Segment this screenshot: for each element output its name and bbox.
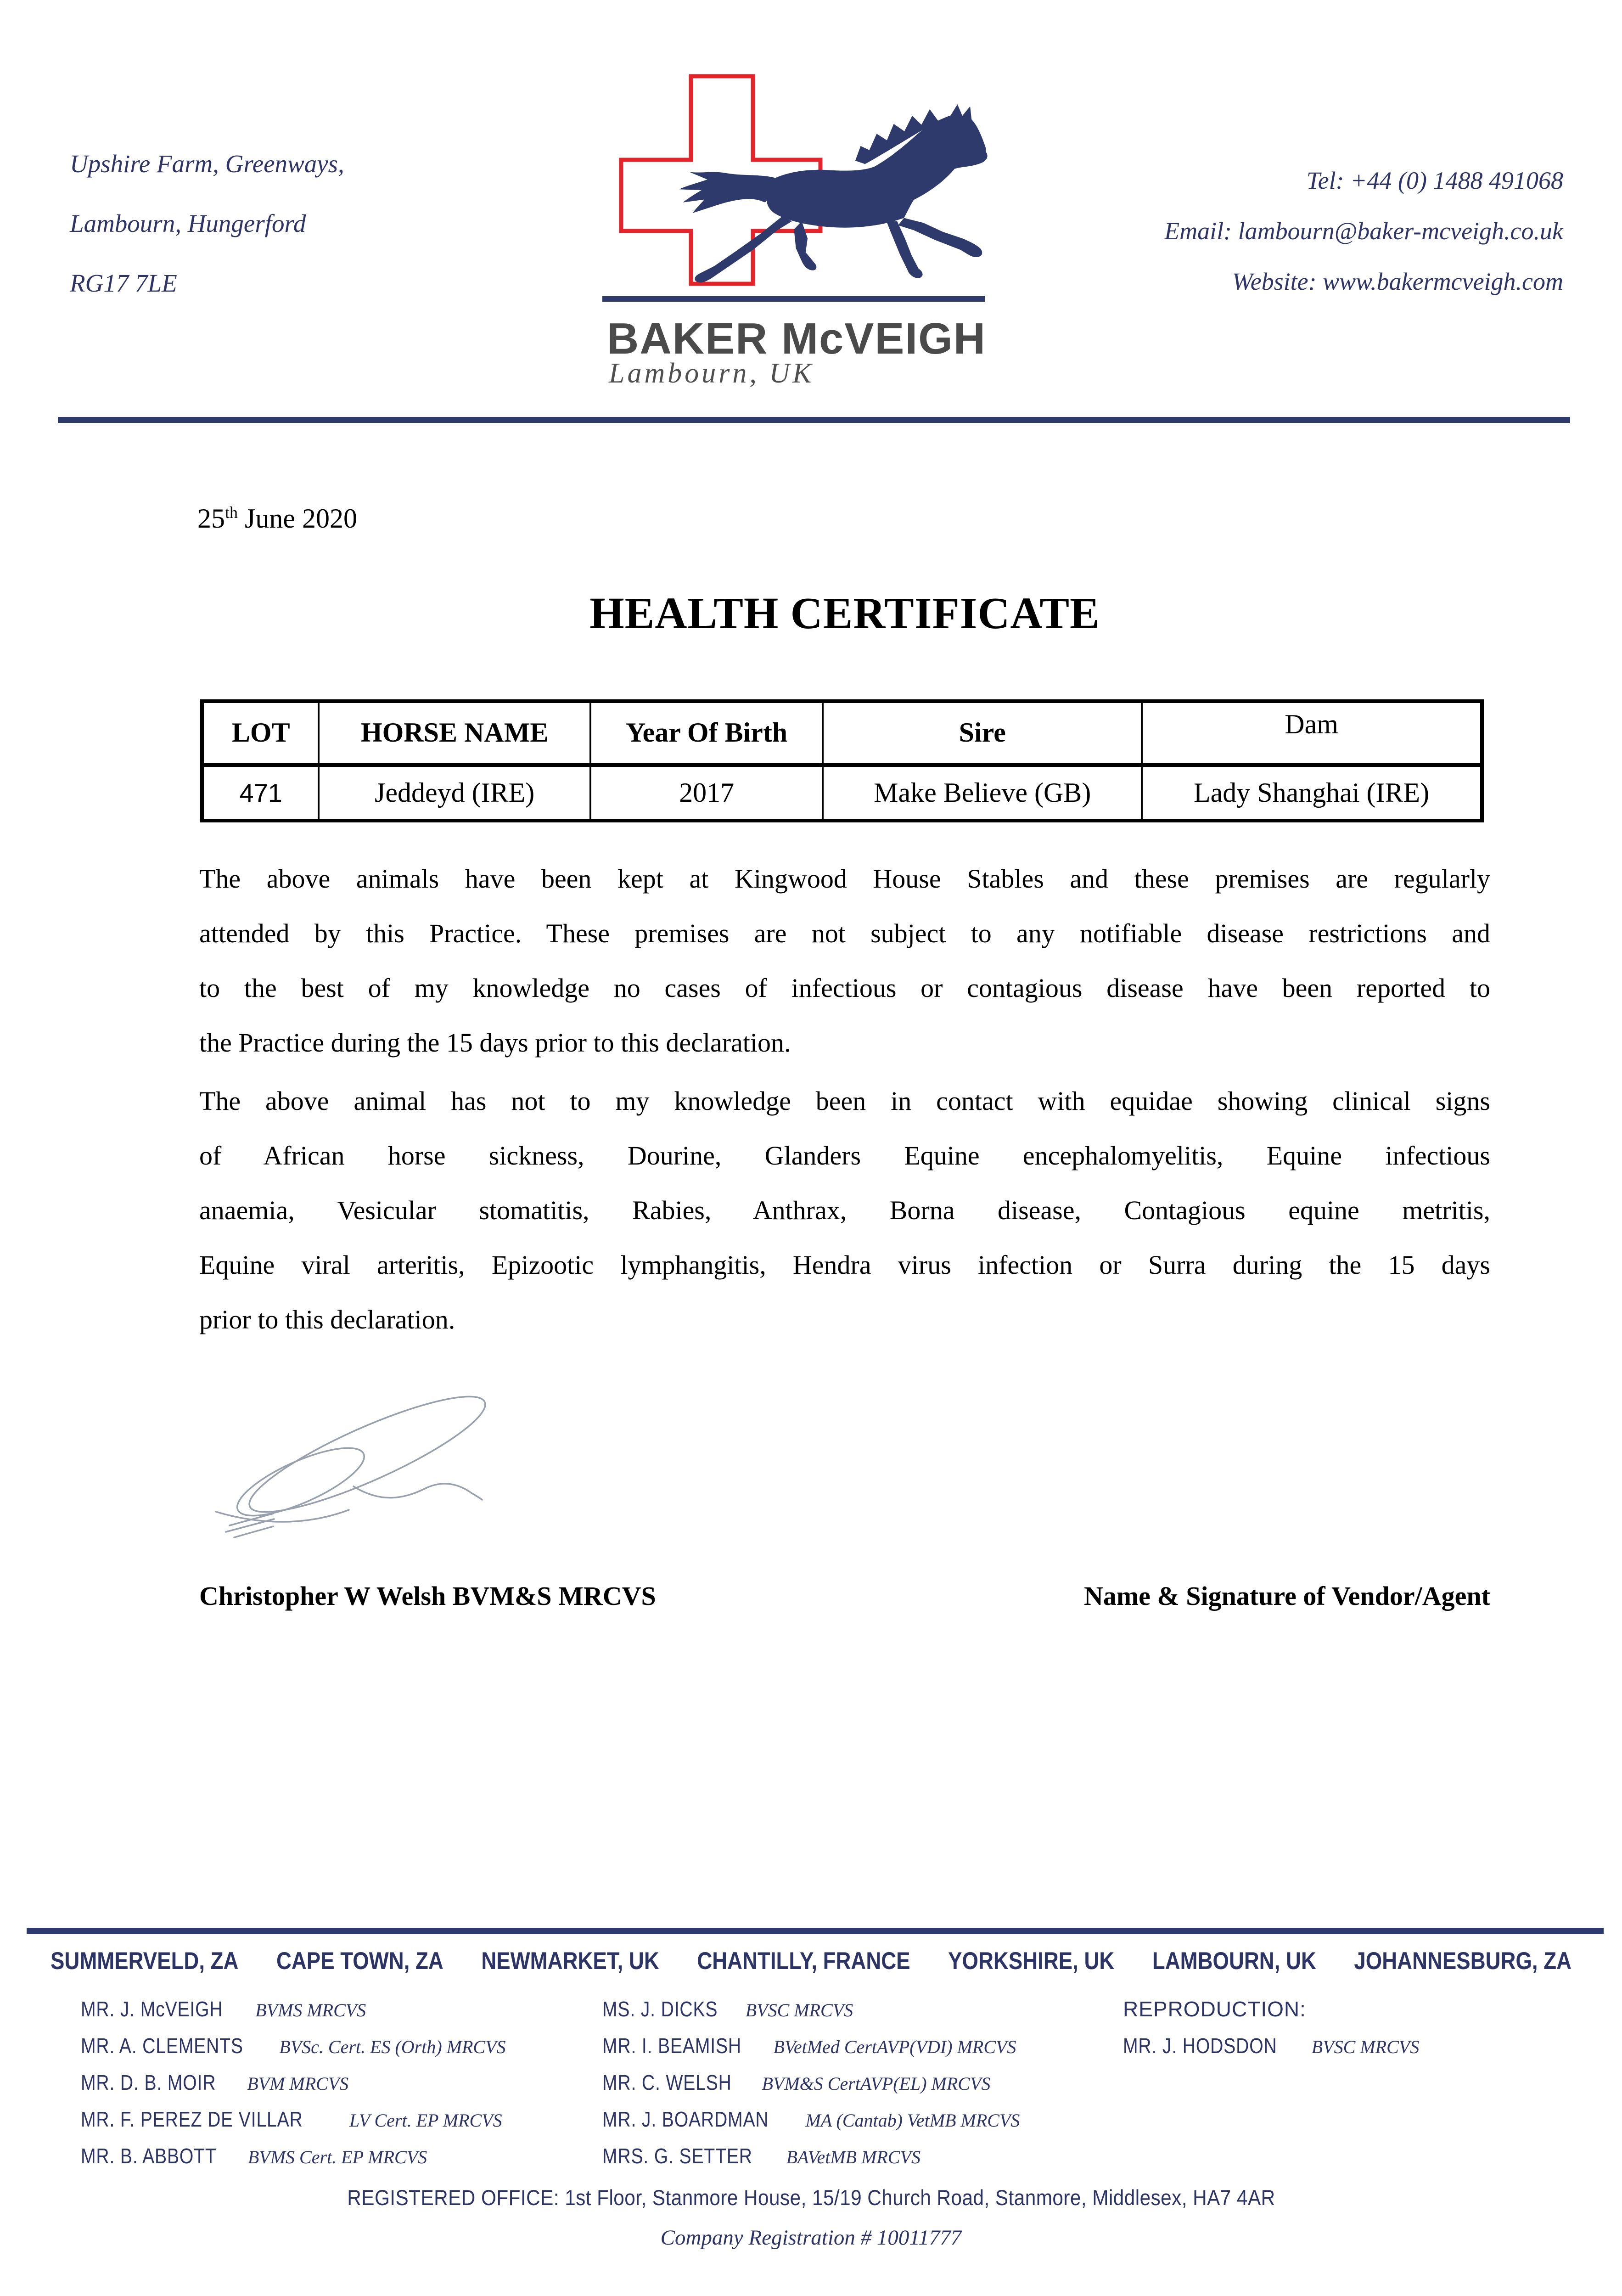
logo-graphic [601, 73, 989, 288]
location-item: CAPE TOWN, ZA [276, 1947, 443, 1975]
logo-underline [602, 296, 985, 302]
location-item: CHANTILLY, FRANCE [697, 1947, 910, 1975]
date-rest: June 2020 [238, 503, 357, 534]
staff-name: MR. D. B. MOIR [81, 2071, 216, 2094]
staff-name: MRS. G. SETTER [602, 2144, 752, 2168]
brand-location: Lambourn, UK [609, 358, 814, 389]
office-locations [51, 1947, 1571, 1975]
staff-column-3 [1123, 1997, 1419, 2070]
location-item: YORKSHIRE, UK [948, 1947, 1115, 1975]
column-header-year-of-birth: Year Of Birth [590, 701, 823, 765]
location-item: NEWMARKET, UK [481, 1947, 659, 1975]
staff-column-2 [602, 1997, 1020, 2180]
signature-labels-row [199, 1581, 1490, 1611]
document-date [197, 503, 357, 535]
reproduction-header: REPRODUCTION: [1123, 1997, 1306, 2021]
paragraph-line: attended by this Practice. These premises are not subject to any notifiable disease restrictions and [199, 918, 1490, 948]
date-day: 25 [197, 503, 225, 534]
staff-qualification: BVM&S CertAVP(EL) MRCVS [762, 2073, 991, 2094]
staff-qualification: BVMS MRCVS [255, 2000, 366, 2020]
staff-row [602, 2033, 1020, 2070]
vet-signature [197, 1374, 519, 1551]
website-line: Website: www.bakermcveigh.com [1232, 268, 1563, 295]
handwritten-signature-icon [197, 1374, 519, 1548]
staff-qualification: BVetMed CertAVP(VDI) MRCVS [773, 2037, 1016, 2057]
staff-row [602, 1997, 1020, 2033]
paragraph-line: of African horse sickness, Dourine, Glanders Equine encephalomyelitis, Equine infectious [199, 1141, 1490, 1171]
horse-name-value: Jeddeyd (IRE) [319, 765, 590, 821]
header-divider [58, 417, 1570, 423]
staff-qualification: LV Cert. EP MRCVS [349, 2110, 502, 2131]
staff-qualification: BVM MRCVS [247, 2073, 349, 2094]
address-line: Upshire Farm, Greenways, [70, 150, 344, 178]
paragraph-line: anaemia, Vesicular stomatitis, Rabies, Anthrax, Borna disease, Contagious equine metritis, [199, 1195, 1490, 1225]
vendor-agent-label: Name & Signature of Vendor/Agent [1083, 1581, 1490, 1611]
horse-details-table [200, 699, 1484, 822]
sire-value: Make Believe (GB) [823, 765, 1142, 821]
staff-row [602, 2107, 1020, 2144]
column-header-horse-name: HORSE NAME [319, 701, 590, 765]
brand-name: BAKER McVEIGH [607, 314, 987, 363]
paragraph-line: prior to this declaration. [199, 1305, 455, 1334]
staff-name: MR. J. McVEIGH [81, 1997, 223, 2021]
column-header-dam: Dam [1142, 701, 1482, 765]
table-row [202, 765, 1482, 821]
staff-row [81, 1997, 506, 2033]
paragraph-line: Equine viral arteritis, Epizootic lymphangitis, Hendra virus infection or Surra during the 15 days [199, 1250, 1490, 1280]
staff-row [81, 2033, 506, 2070]
table-header-row [202, 701, 1482, 765]
location-item: SUMMERVELD, ZA [51, 1947, 239, 1975]
staff-row [81, 2107, 506, 2144]
footer-divider [27, 1928, 1604, 1934]
contact-block [1164, 155, 1563, 307]
address-line: RG17 7LE [70, 269, 177, 297]
practice-address [70, 134, 344, 313]
staff-qualification: BVSC MRCVS [1311, 2037, 1420, 2057]
staff-qualification: BAVetMB MRCVS [786, 2147, 920, 2167]
column-header-lot: LOT [202, 701, 319, 765]
staff-row [81, 2144, 506, 2180]
declaration-paragraph-diseases [199, 1074, 1490, 1347]
staff-row [602, 2070, 1020, 2107]
declaration-paragraph-premises [199, 851, 1490, 1070]
year-of-birth-value: 2017 [590, 765, 823, 821]
staff-name: MR. B. ABBOTT [81, 2144, 217, 2168]
address-line: Lambourn, Hungerford [70, 209, 306, 237]
paragraph-line: The above animal has not to my knowledge been in contact with equidae showing clinical signs [199, 1086, 1490, 1116]
baker-mcveigh-logo [601, 73, 989, 291]
vet-name: Christopher W Welsh BVM&S MRCVS [199, 1581, 656, 1611]
paragraph-line: to the best of my knowledge no cases of infectious or contagious disease have been reported to [199, 973, 1490, 1003]
staff-qualification: BVSC MRCVS [745, 2000, 853, 2020]
staff-name: MR. I. BEAMISH [602, 2034, 742, 2058]
paragraph-line: the Practice during the 15 days prior to this declaration. [199, 1028, 791, 1058]
registered-office-text: REGISTERED OFFICE: 1st Floor, Stanmore House, 15/19 Church Road, Stanmore, Middlesex, HA7 4AR [347, 2185, 1275, 2210]
staff-name: MR. A. CLEMENTS [81, 2034, 243, 2058]
registered-office-line [0, 2185, 1622, 2210]
staff-name: MR. F. PEREZ DE VILLAR [81, 2107, 303, 2131]
dam-value: Lady Shanghai (IRE) [1142, 765, 1482, 821]
lot-value: 471 [202, 765, 319, 821]
phone-line: Tel: +44 (0) 1488 491068 [1306, 167, 1563, 194]
date-ordinal-suffix: th [225, 503, 238, 522]
staff-row [81, 2070, 506, 2107]
company-registration: Company Registration # 10011777 [660, 2226, 962, 2250]
staff-row [602, 2144, 1020, 2180]
location-item: LAMBOURN, UK [1152, 1947, 1316, 1975]
column-header-sire: Sire [823, 701, 1142, 765]
staff-qualification: BVSc. Cert. ES (Orth) MRCVS [279, 2037, 506, 2057]
staff-name: MR. J. BOARDMAN [602, 2107, 769, 2131]
email-line: Email: lambourn@baker-mcveigh.co.uk [1164, 217, 1563, 245]
staff-name: MR. J. HODSDON [1123, 2034, 1277, 2058]
location-item: JOHANNESBURG, ZA [1354, 1947, 1571, 1975]
staff-qualification: MA (Cantab) VetMB MRCVS [805, 2110, 1020, 2131]
staff-column-1 [81, 1997, 506, 2180]
staff-name: MR. C. WELSH [602, 2071, 732, 2094]
page-title: HEALTH CERTIFICATE [589, 589, 1100, 638]
staff-name: MS. J. DICKS [602, 1997, 718, 2021]
staff-row [1123, 2033, 1419, 2070]
staff-qualification: BVMS Cert. EP MRCVS [247, 2147, 427, 2167]
paragraph-line: The above animals have been kept at Kingwood House Stables and these premises are regularly [199, 864, 1490, 894]
